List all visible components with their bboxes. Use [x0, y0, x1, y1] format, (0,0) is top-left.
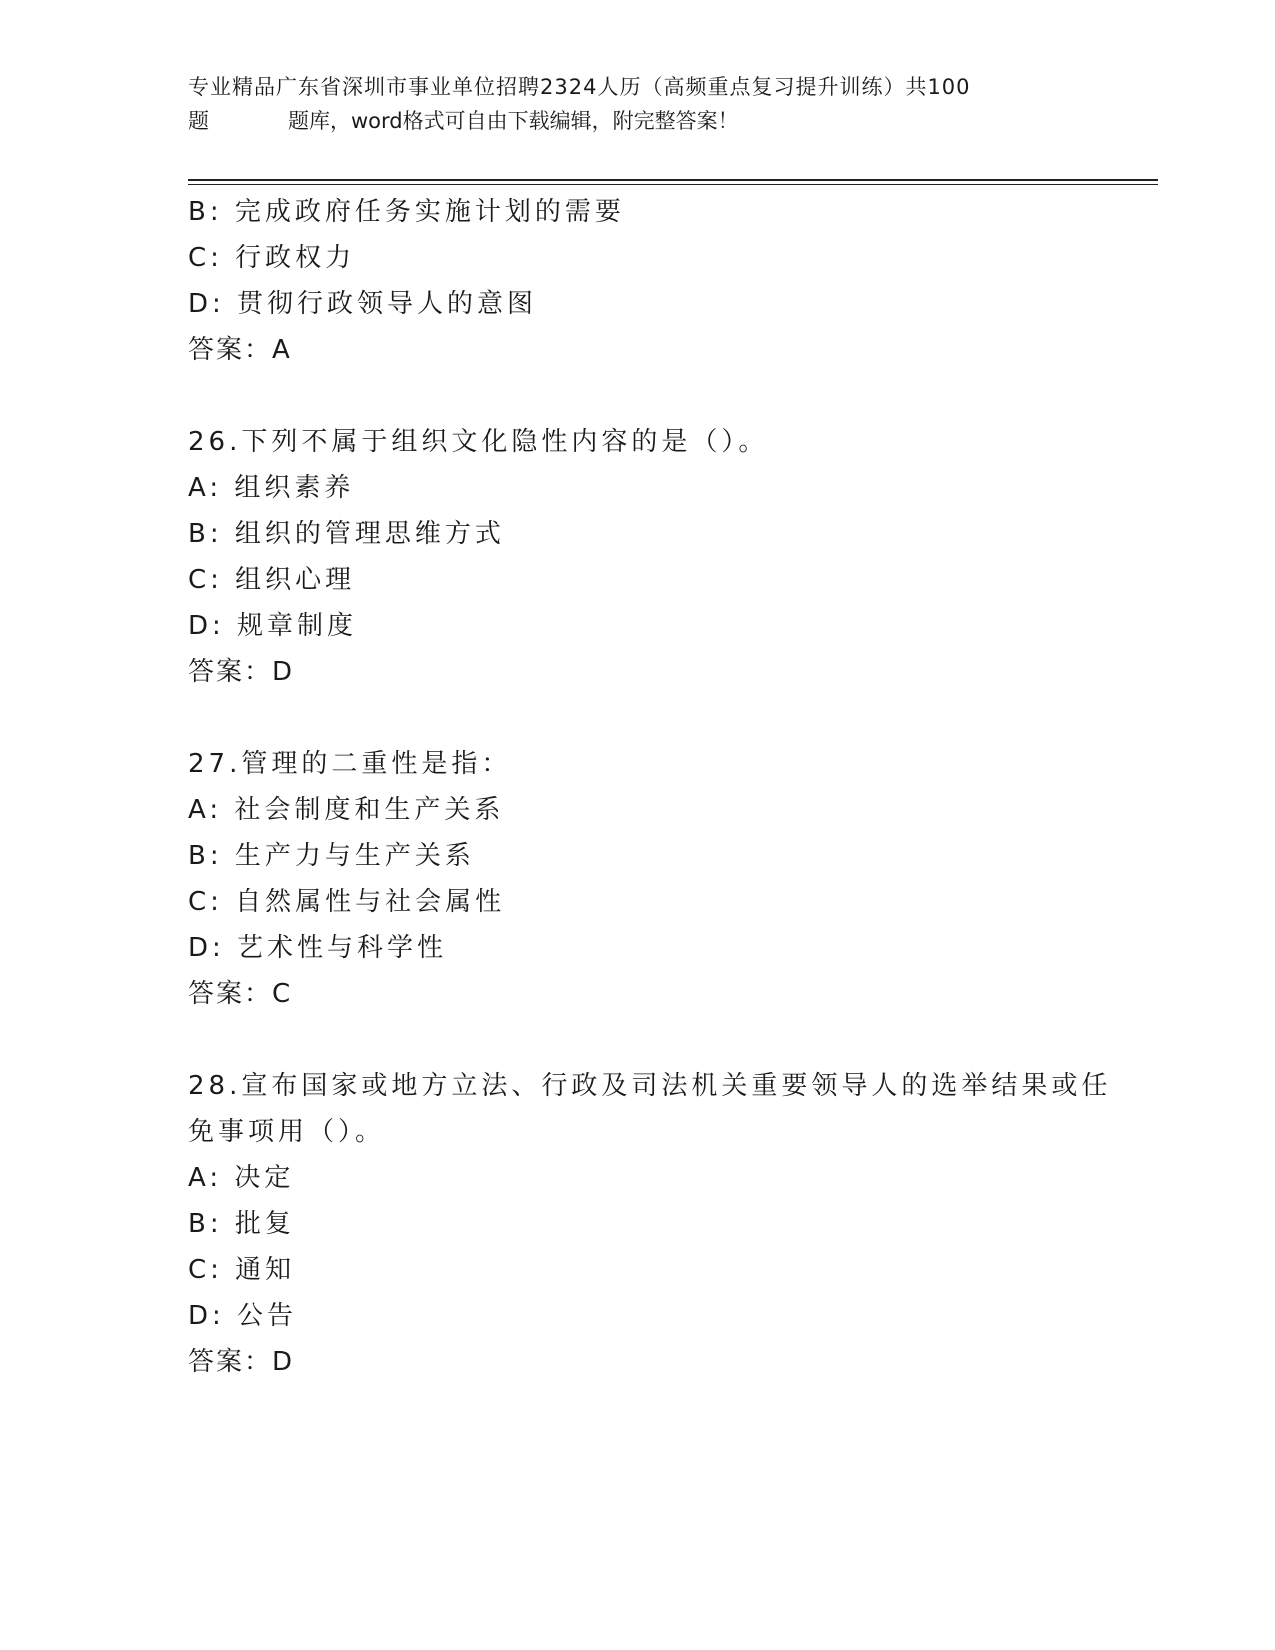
- option-c: C: 自然属性与社会属性: [188, 887, 506, 917]
- header-line2-text: 题库，word格式可自由下载编辑，附完整答案！: [288, 109, 739, 133]
- question-27: [188, 741, 1088, 1017]
- question-stem: 26.下列不属于组织文化隐性内容的是（）。: [188, 427, 769, 457]
- header-divider-thin: [188, 184, 1158, 185]
- option-c: C: 通知: [188, 1255, 296, 1285]
- answer-value: D: [272, 657, 294, 687]
- option-a: A: 社会制度和生产关系: [188, 795, 505, 825]
- option-d: D: 规章制度: [188, 611, 358, 641]
- answer-value: D: [272, 1347, 294, 1377]
- answer-line: [188, 649, 1088, 695]
- spacer: [188, 695, 1088, 741]
- question-content: [188, 189, 1112, 1385]
- option-b: B: 组织的管理思维方式: [188, 519, 505, 549]
- option-a: A: 组织素养: [188, 473, 355, 503]
- spacer: [188, 1017, 1088, 1063]
- option-b: B: 生产力与生产关系: [188, 841, 475, 871]
- answer-value: A: [272, 335, 291, 365]
- question-stem-line1: 28.宣布国家或地方立法、行政及司法机关重要领导人的选举结果或任: [188, 1071, 1112, 1101]
- answer-label: 答案：: [188, 335, 273, 365]
- answer-label: 答案：: [188, 979, 273, 1009]
- spacer: [188, 373, 1088, 419]
- header-title-line1: 专业精品广东省深圳市事业单位招聘2324人历（高频重点复习提升训练）共100: [188, 75, 971, 99]
- answer-label: 答案：: [188, 657, 273, 687]
- header-title-line2: [188, 104, 1068, 138]
- answer-line: [188, 327, 1088, 373]
- answer-label: 答案：: [188, 1347, 273, 1377]
- option-c: C: 行政权力: [188, 243, 356, 273]
- option-b: B: 完成政府任务实施计划的需要: [188, 197, 625, 227]
- answer-line: [188, 1339, 1088, 1385]
- question-stem: 27.管理的二重性是指：: [188, 749, 512, 779]
- option-d: D: 公告: [188, 1301, 298, 1331]
- option-b: B: 批复: [188, 1209, 295, 1239]
- option-c: C: 组织心理: [188, 565, 356, 595]
- question-28: [188, 1063, 1112, 1385]
- header-divider-thick: [188, 179, 1158, 181]
- option-d: D: 艺术性与科学性: [188, 933, 448, 963]
- header-line2-lead: 题: [188, 109, 209, 133]
- answer-value: C: [272, 979, 292, 1009]
- option-a: A: 决定: [188, 1163, 295, 1193]
- document-header: [188, 70, 1068, 138]
- prev-question-block: [188, 189, 1088, 373]
- question-stem-line2: 免事项用（）。: [188, 1117, 386, 1147]
- answer-line: [188, 971, 1088, 1017]
- question-26: [188, 419, 1088, 695]
- option-d: D: 贯彻行政领导人的意图: [188, 289, 538, 319]
